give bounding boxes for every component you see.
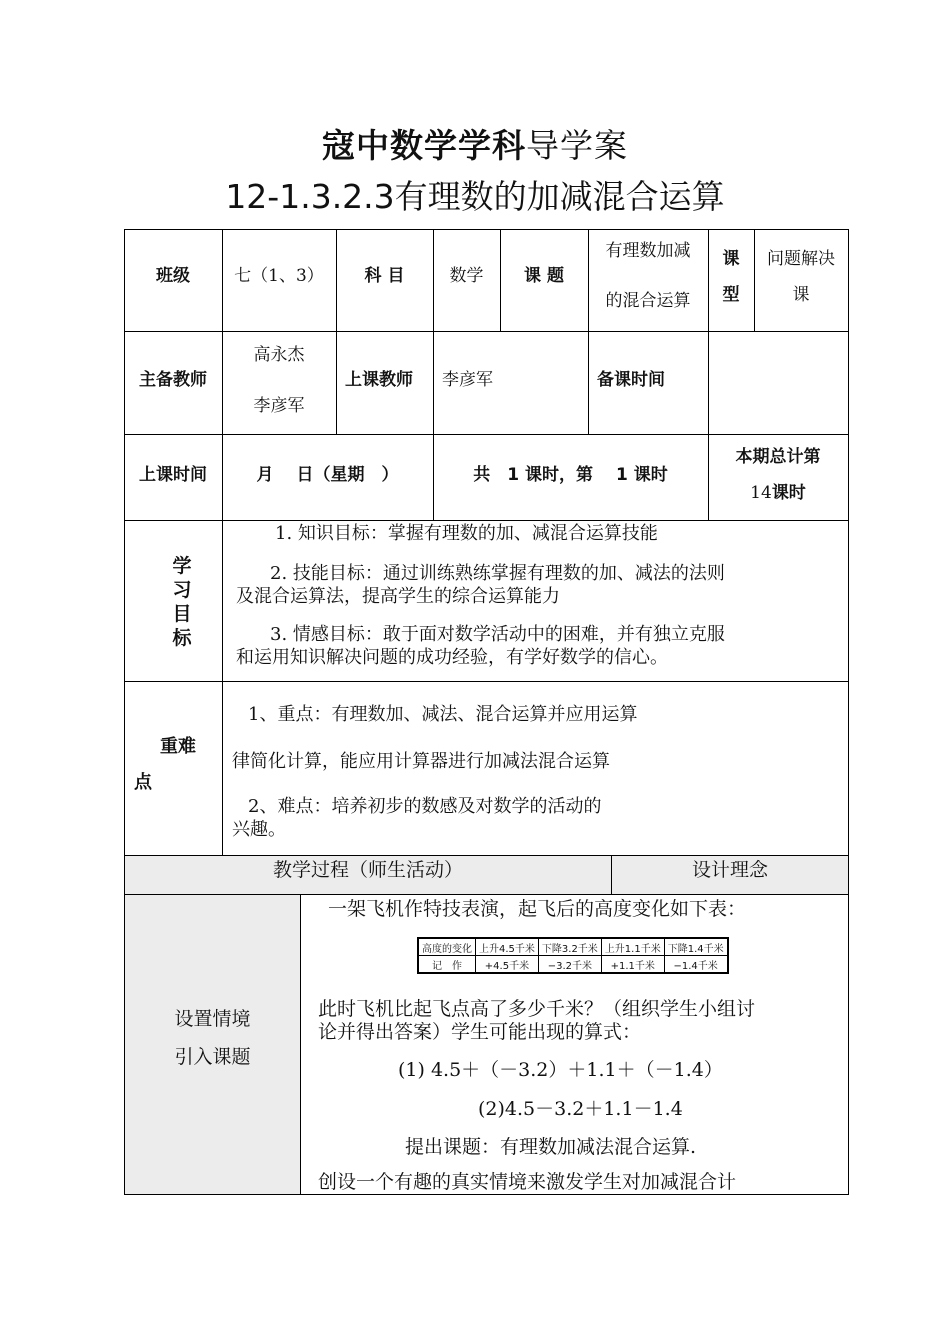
col-divider xyxy=(708,229,709,521)
table-cell: +4.5千米 xyxy=(476,956,539,974)
class-value: 七（1、3） xyxy=(234,266,324,286)
page-title: 寇中数学学科导学案 xyxy=(322,126,628,165)
key-point-line-2: 律简化计算，能应用计算器进行加减法混合运算 xyxy=(232,751,610,772)
main-teacher-label: 主备教师 xyxy=(139,370,207,390)
goal-line-5: 和运用知识解决问题的成功经验，有学好数学的信心。 xyxy=(236,647,668,668)
key-point-line-3: 2、难点：培养初步的数感及对数学的活动的 xyxy=(248,796,602,817)
table-border xyxy=(848,229,849,1195)
lecturer-label: 上课教师 xyxy=(345,370,413,390)
process-header-right: 设计理念 xyxy=(691,859,768,881)
total-value: 14 xyxy=(750,483,772,503)
key-point-line-1: 1、重点：有理数加、减法、混合运算并应用运算 xyxy=(248,704,638,725)
topic-label: 课 题 xyxy=(524,266,564,286)
goals-label: 学习目标 xyxy=(172,555,192,649)
type-value-2: 课 xyxy=(792,285,810,305)
key-points-label-2: 点 xyxy=(134,772,152,793)
goal-line-2: 2. 技能目标：通过训练熟练掌握有理数的加、减法的法则 xyxy=(270,563,725,584)
subject-label: 科 目 xyxy=(364,266,405,286)
table-cell: 记 作 xyxy=(418,956,476,974)
table-cell: 上升1.1千米 xyxy=(601,938,664,956)
goal-line-1: 1. 知识目标：掌握有理数的加、减混合运算技能 xyxy=(275,523,658,544)
col-divider xyxy=(300,894,301,1195)
total-label: 本期总计第 xyxy=(735,447,821,467)
table-border xyxy=(124,229,849,230)
class-label: 班级 xyxy=(156,266,190,286)
class-time-value: 月 日（星期 ） xyxy=(256,465,399,485)
page-subtitle: 12-1.3.2.3有理数的加减混合运算 xyxy=(225,177,725,216)
altitude-table-row xyxy=(418,956,728,974)
section1-intro: 一架飞机作特技表演，起飞后的高度变化如下表： xyxy=(328,898,747,920)
altitude-table-header xyxy=(418,938,728,956)
table-cell: 高度的变化 xyxy=(418,938,476,956)
topic-value-2: 的混合运算 xyxy=(605,291,691,311)
altitude-table xyxy=(417,937,729,974)
prep-time-label: 备课时间 xyxy=(597,370,665,390)
question-line-2: 论并得出答案）学生可能出现的算式： xyxy=(318,1021,642,1043)
total-unit: 课时 xyxy=(771,483,806,503)
row-divider xyxy=(124,434,849,435)
question-line-1: 此时飞机比起飞点高了多少千米？（组织学生小组讨 xyxy=(318,998,756,1020)
topic-line: 提出课题：有理数加减法混合运算. xyxy=(405,1136,697,1158)
table-cell: 上升4.5千米 xyxy=(476,938,539,956)
col-divider xyxy=(754,229,755,332)
hours-value: 共 1 课时，第 1 课时 xyxy=(473,465,668,485)
formula-2: (2)4.5－3.2＋1.1－1.4 xyxy=(478,1098,683,1120)
type-value-1: 问题解决 xyxy=(767,249,835,269)
goal-line-4: 3. 情感目标：敢于面对数学活动中的困难，并有独立克服 xyxy=(270,624,725,645)
formula-1: (1) 4.5＋（－3.2）＋1.1＋（－1.4） xyxy=(398,1059,723,1081)
col-divider xyxy=(336,229,337,435)
section1-label-1: 设置情境 xyxy=(174,1008,251,1030)
goal-line-3: 及混合运算法，提高学生的综合运算能力 xyxy=(236,586,560,607)
lecturer-value: 李彦军 xyxy=(442,370,493,390)
topic-value-1: 有理数加减 xyxy=(605,241,691,261)
main-teacher-2: 李彦军 xyxy=(253,396,305,416)
col-divider xyxy=(222,229,223,856)
table-border xyxy=(124,1194,849,1195)
table-cell: −3.2千米 xyxy=(538,956,601,974)
process-header-left: 教学过程（师生活动） xyxy=(272,859,463,881)
main-teacher-1: 高永杰 xyxy=(253,345,305,365)
table-cell: +1.1千米 xyxy=(601,956,664,974)
row-divider xyxy=(124,681,849,682)
design-note: 创设一个有趣的真实情境来激发学生对加减混合计 xyxy=(318,1171,737,1193)
row-divider xyxy=(124,331,849,332)
class-time-label: 上课时间 xyxy=(139,465,207,485)
table-cell: −1.4千米 xyxy=(664,956,727,974)
table-cell: 下降3.2千米 xyxy=(538,938,601,956)
key-point-line-4: 兴趣。 xyxy=(232,819,286,840)
type-label-2: 型 xyxy=(722,285,740,305)
table-cell: 下降1.4千米 xyxy=(664,938,727,956)
subject-value: 数学 xyxy=(449,266,484,286)
section1-label-2: 引入课题 xyxy=(174,1046,251,1068)
type-label-1: 课 xyxy=(722,249,740,269)
total-value-line xyxy=(708,480,848,506)
key-points-label-1: 重难 xyxy=(160,736,196,757)
